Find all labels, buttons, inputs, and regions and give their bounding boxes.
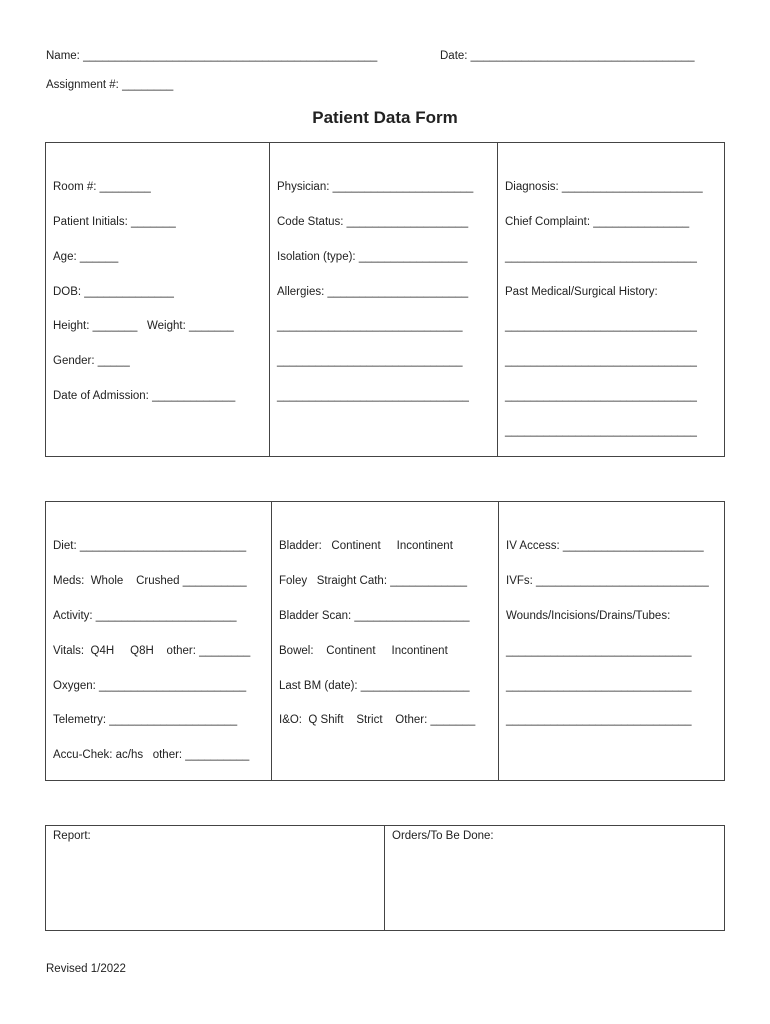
chief-complaint-field[interactable]: Chief Complaint: _______________ (505, 216, 690, 228)
wounds-label: Wounds/Incisions/Drains/Tubes: (506, 610, 671, 622)
history-line[interactable]: ______________________________ (505, 390, 697, 402)
allergies-line[interactable]: _____________________________ (277, 320, 463, 332)
diagnosis-field[interactable]: Diagnosis: ______________________ (505, 181, 703, 193)
allergies-field[interactable]: Allergies: ______________________ (277, 286, 469, 298)
divider (384, 825, 385, 931)
diet-field[interactable]: Diet: __________________________ (53, 540, 247, 552)
foley-field[interactable]: Foley Straight Cath: ____________ (279, 575, 467, 587)
divider (271, 501, 272, 781)
bladder-field[interactable]: Bladder: Continent Incontinent (279, 540, 453, 552)
io-field[interactable]: I&O: Q Shift Strict Other: _______ (279, 714, 476, 726)
bowel-field[interactable]: Bowel: Continent Incontinent (279, 645, 448, 657)
wounds-line[interactable]: _____________________________ (506, 645, 692, 657)
name-field[interactable]: Name: ______________________________________________ (46, 50, 378, 62)
gender-field[interactable]: Gender: _____ (53, 355, 130, 367)
history-line[interactable]: ______________________________ (505, 425, 697, 437)
vitals-field[interactable]: Vitals: Q4H Q8H other: ________ (53, 645, 251, 657)
telemetry-field[interactable]: Telemetry: ____________________ (53, 714, 238, 726)
room-field[interactable]: Room #: ________ (53, 181, 151, 193)
dob-field[interactable]: DOB: ______________ (53, 286, 174, 298)
patient-initials-field[interactable]: Patient Initials: _______ (53, 216, 176, 228)
wounds-line[interactable]: _____________________________ (506, 680, 692, 692)
history-line[interactable]: ______________________________ (505, 355, 697, 367)
admission-date-field[interactable]: Date of Admission: _____________ (53, 390, 236, 402)
code-status-field[interactable]: Code Status: ___________________ (277, 216, 469, 228)
bladder-scan-field[interactable]: Bladder Scan: __________________ (279, 610, 470, 622)
divider (269, 142, 270, 457)
page-title: Patient Data Form (312, 108, 458, 127)
activity-field[interactable]: Activity: ______________________ (53, 610, 237, 622)
history-line[interactable]: ______________________________ (505, 320, 697, 332)
chief-complaint-line[interactable]: ______________________________ (505, 251, 697, 263)
wounds-line[interactable]: _____________________________ (506, 714, 692, 726)
meds-field[interactable]: Meds: Whole Crushed __________ (53, 575, 247, 587)
age-field[interactable]: Age: ______ (53, 251, 119, 263)
allergies-line[interactable]: _____________________________ (277, 355, 463, 367)
date-field[interactable]: Date: ___________________________________ (440, 50, 695, 62)
ivfs-field[interactable]: IVFs: ___________________________ (506, 575, 709, 587)
divider (497, 142, 498, 457)
report-label[interactable]: Report: (53, 830, 91, 842)
height-weight-field[interactable]: Height: _______ Weight: _______ (53, 320, 234, 332)
report-section (45, 825, 725, 931)
last-bm-field[interactable]: Last BM (date): _________________ (279, 680, 470, 692)
oxygen-field[interactable]: Oxygen: _______________________ (53, 680, 247, 692)
history-label: Past Medical/Surgical History: (505, 286, 658, 298)
orders-label[interactable]: Orders/To Be Done: (392, 830, 494, 842)
assignment-field[interactable]: Assignment #: ________ (46, 79, 174, 91)
physician-field[interactable]: Physician: ______________________ (277, 181, 474, 193)
allergies-line[interactable]: ______________________________ (277, 390, 469, 402)
isolation-field[interactable]: Isolation (type): _________________ (277, 251, 468, 263)
revised-date: Revised 1/2022 (46, 963, 126, 975)
divider (498, 501, 499, 781)
accu-chek-field[interactable]: Accu-Chek: ac/hs other: __________ (53, 749, 250, 761)
iv-access-field[interactable]: IV Access: ______________________ (506, 540, 704, 552)
